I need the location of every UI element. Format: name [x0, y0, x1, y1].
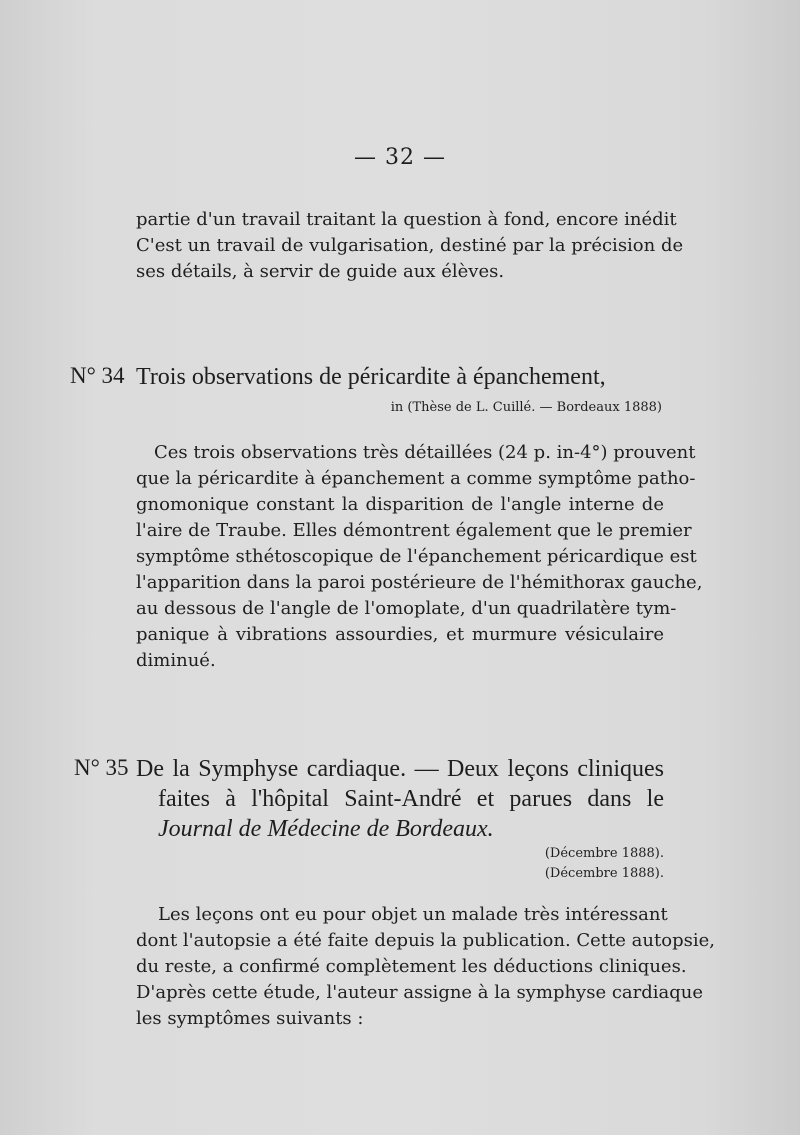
paragraph-line: C'est un travail de vulgarisation, destiné par la précision de — [136, 235, 684, 256]
paragraph-line: Les leçons ont eu pour objet un malade très intéressant — [158, 904, 668, 925]
paragraph-line: l'aire de Traube. Elles démontrent également que le premier — [136, 520, 692, 541]
entry-34-source: in (Thèse de L. Cuillé. — Bordeaux 1888) — [390, 400, 662, 415]
paragraph-line: l'apparition dans la paroi postérieure de l'hémithorax gauche, — [136, 572, 703, 593]
entry-35-source-2: (Décembre 1888). — [544, 866, 664, 881]
paragraph-line: gnomonique constant la disparition de l'angle interne de — [136, 494, 664, 515]
paragraph-line: symptôme sthétoscopique de l'épanchement péricardique est — [136, 546, 697, 567]
paragraph-line: partie d'un travail traitant la question à fond, encore inédit — [136, 209, 677, 230]
paragraph-line: les symptômes suivants : — [136, 1008, 364, 1029]
paragraph-line: au dessous de l'angle de l'omoplate, d'un quadrilatère tym- — [136, 598, 677, 619]
entry-35-title-line: De la Symphyse cardiaque. — Deux leçons cliniques — [136, 756, 664, 782]
paragraph-line: que la péricardite à épanchement a comme symptôme patho- — [136, 468, 696, 489]
entry-35-title-line: faites à l'hôpital Saint-André et parues dans le — [158, 786, 664, 812]
entry-35-journal-title: Journal de Médecine de Bordeaux. — [158, 816, 494, 842]
paragraph-line: diminué. — [136, 650, 216, 671]
paragraph-line: panique à vibrations assourdies, et murmure vésiculaire — [136, 624, 664, 645]
paragraph-line: du reste, a confirmé complètement les déductions cliniques. — [136, 956, 687, 977]
paragraph-line: D'après cette étude, l'auteur assigne à la symphyse cardiaque — [136, 982, 704, 1003]
intro-paragraph — [136, 207, 684, 285]
paragraph-line: Ces trois observations très détaillées (24 p. in-4°) prouvent — [154, 442, 696, 463]
entry-35-source-1: (Décembre 1888). — [544, 846, 664, 861]
entry-35-title — [136, 754, 664, 844]
entry-35-paragraph — [136, 902, 715, 1032]
entry-34-title-text: Trois observations de péricardite à épanchement, — [136, 364, 606, 390]
entry-34-number: N° 34 — [70, 363, 125, 388]
entry-34-title — [136, 362, 606, 392]
entry-35-number: N° 35 — [74, 755, 129, 780]
entry-34-paragraph — [136, 440, 703, 674]
page-number: — 32 — — [354, 145, 446, 170]
paragraph-line: ses détails, à servir de guide aux élèves. — [136, 261, 505, 282]
paragraph-line: dont l'autopsie a été faite depuis la publication. Cette autopsie, — [136, 930, 715, 951]
